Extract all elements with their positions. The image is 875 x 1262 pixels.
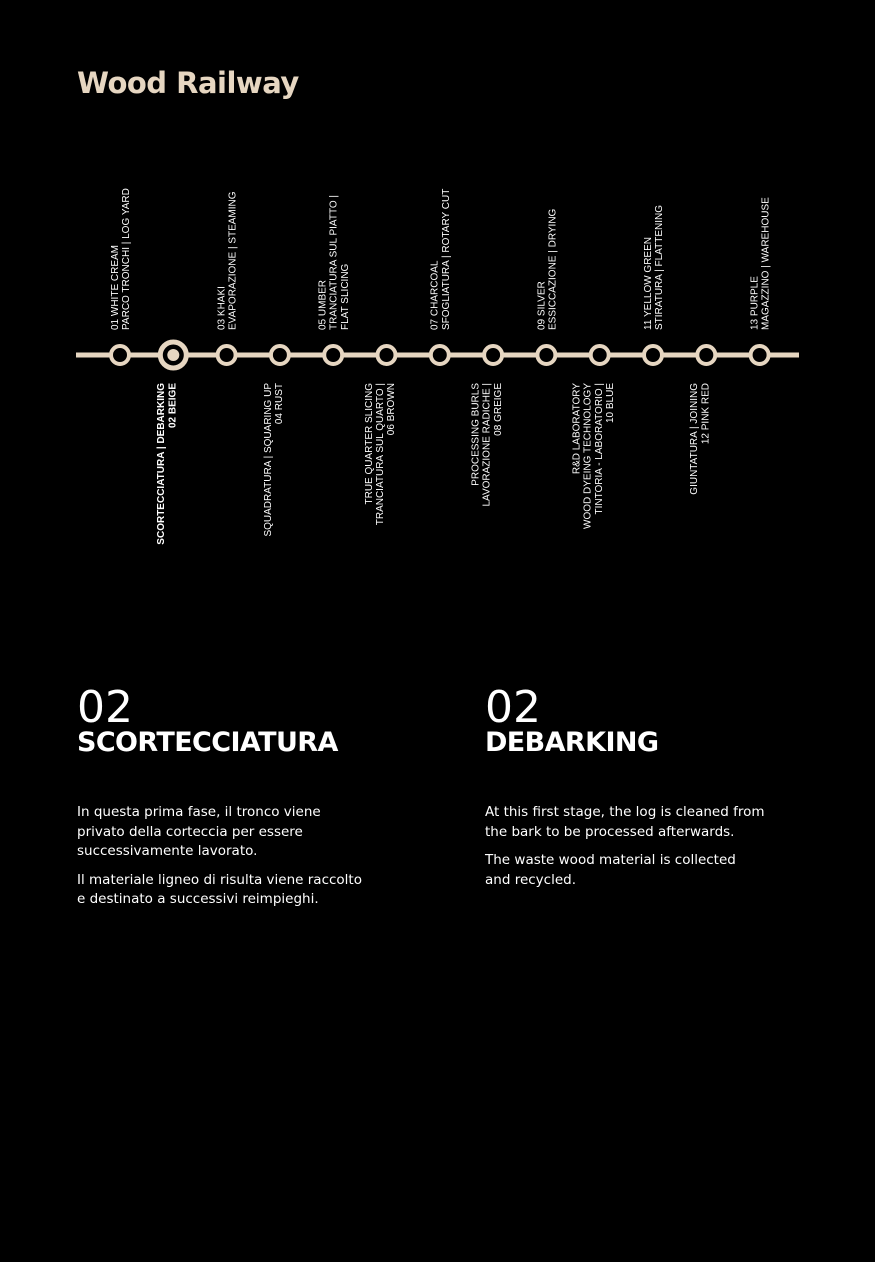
station-label-2-line-2: SCORTECCIATURA | DEBARKING — [156, 383, 168, 545]
station-dot-4 — [271, 346, 289, 364]
description-en-2: The waste wood material is collected and recycled. — [485, 852, 736, 888]
step-name-en: DEBARKING — [485, 727, 659, 758]
station-dot-6 — [378, 346, 396, 364]
step-number-en: 02 — [485, 682, 541, 733]
station-label-12-line-1: 12 PINK RED — [700, 383, 712, 445]
station-label-11-line-1: 11 YELLOW GREEN — [642, 237, 654, 330]
station-label-3-line-2: EVAPORAZIONE | STEAMING — [227, 191, 239, 330]
station-label-6-line-2: TRANCIATURA SUL QUARTO | — [375, 383, 386, 526]
description-it-1: In questa prima fase, il tronco viene privato della corteccia per essere successivamente lavorato. — [77, 804, 321, 859]
station-dot-5 — [324, 346, 342, 364]
station-label-11-line-2: STIRATURA | FLATTENING — [654, 204, 666, 330]
station-label-3-line-1: 03 KHAKI — [216, 286, 228, 330]
station-dot-12 — [697, 346, 715, 364]
railway-diagram — [0, 0, 875, 600]
italian-column — [77, 684, 397, 910]
station-label-2-line-1: 02 BEIGE — [167, 383, 179, 429]
station-label-13-line-2: MAGAZZINO | WAREHOUSE — [760, 197, 772, 330]
station-dot-1 — [111, 346, 129, 364]
description-en-1: At this first stage, the log is cleaned from the bark to be processed afterwards. — [485, 804, 765, 840]
station-dot-10 — [591, 346, 609, 364]
station-label-7-line-1: 07 CHARCOAL — [429, 260, 441, 330]
station-label-8-line-3: PROCESSING BURLS — [470, 383, 482, 486]
station-label-4-line-1: 04 RUST — [274, 383, 285, 425]
station-label-1-line-2: PARCO TRONCHI | LOG YARD — [121, 188, 133, 330]
station-label-1-line-1: 01 WHITE CREAM — [109, 244, 121, 330]
station-label-5-line-1: 05 UMBER — [317, 279, 329, 330]
station-label-8-line-2: LAVORAZIONE RADICHE | — [481, 383, 493, 507]
station-label-12-line-2: GIUNTATURA | JOINING — [689, 383, 701, 495]
station-dot-3 — [218, 346, 236, 364]
station-label-10-line-1: 10 BLUE — [605, 383, 616, 424]
station-label-5-line-3: FLAT SLICING — [339, 263, 351, 330]
description-it-2: Il materiale ligneo di risulta viene raccolto e destinato a successivi reimpieghi. — [77, 871, 362, 907]
station-label-5-line-2: TRANCIATURA SUL PIATTO | — [328, 194, 340, 330]
english-column — [485, 684, 805, 890]
station-dot-8 — [484, 346, 502, 364]
station-dot-9 — [537, 346, 555, 364]
step-number-it: 02 — [77, 682, 133, 733]
station-dot-13 — [751, 346, 769, 364]
station-label-7-line-2: SFOGLIATURA | ROTARY CUT — [440, 188, 452, 330]
station-label-6-line-3: TRUE QUARTER SLICING — [363, 383, 375, 505]
station-dot-11 — [644, 346, 662, 364]
station-dot-7 — [431, 346, 449, 364]
station-label-10-line-4: R&D LABORATORY — [571, 383, 583, 475]
station-label-4-line-2: SQUADRATURA | SQUARING UP — [262, 383, 274, 537]
station-label-9-line-1: 09 SILVER — [536, 281, 548, 330]
station-dot-active-core — [167, 349, 179, 361]
railway-stations — [110, 188, 772, 545]
station-label-10-line-3: WOOD DYEING TECHNOLOGY — [582, 383, 594, 529]
station-label-6-line-1: 06 BROWN — [386, 383, 398, 436]
station-label-9-line-2: ESSICCAZIONE | DRYING — [547, 208, 559, 330]
step-name-it: SCORTECCIATURA — [77, 727, 338, 758]
station-label-13-line-1: 13 PURPLE — [749, 276, 761, 330]
station-label-8-line-1: 08 GREIGE — [492, 383, 504, 436]
station-label-10-line-2: TINTORIA - LABORATORIO | — [593, 383, 605, 515]
page-title: Wood Railway — [77, 66, 299, 100]
